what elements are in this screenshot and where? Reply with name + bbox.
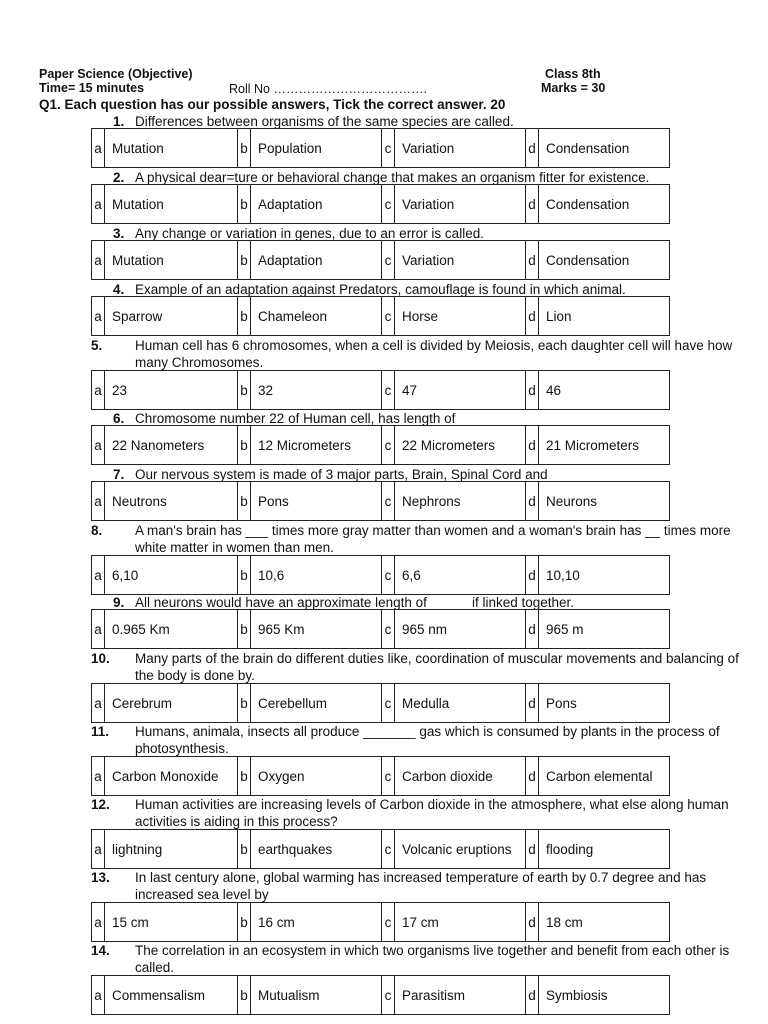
question-stem [91, 796, 745, 830]
question-number: 9. [113, 595, 125, 610]
option-d[interactable] [525, 976, 669, 1014]
option-letter: d [526, 903, 539, 941]
option-d[interactable] [525, 830, 669, 868]
option-a[interactable] [92, 976, 237, 1014]
option-text: 10,6 [257, 567, 285, 583]
question-number: 8. [91, 523, 103, 538]
option-text: Oxygen [257, 768, 305, 784]
question-stem [91, 723, 745, 757]
question-text: In last century alone, global warming has increased temperature of earth by 0.7 degree and has increased sea level by [135, 870, 707, 902]
option-a[interactable] [92, 556, 237, 594]
time-label: Time= 15 minutes [39, 81, 145, 95]
option-b[interactable] [237, 976, 381, 1014]
question-number: 6. [113, 411, 125, 426]
question-number: 2. [113, 170, 125, 185]
option-a[interactable] [92, 903, 237, 941]
option-b[interactable] [237, 610, 381, 648]
option-c[interactable] [381, 684, 525, 722]
option-text: Carbon dioxide [401, 768, 493, 784]
option-text: earthquakes [257, 841, 333, 857]
class-label: Class 8th [545, 67, 601, 81]
option-letter: b [238, 684, 251, 722]
option-a[interactable] [92, 185, 237, 223]
option-c[interactable] [381, 610, 525, 648]
option-text: Adaptation [257, 196, 323, 212]
option-letter: a [92, 297, 105, 335]
options-row [91, 184, 670, 224]
question-stem [91, 522, 745, 556]
option-d[interactable] [525, 610, 669, 648]
option-c[interactable] [381, 976, 525, 1014]
option-c[interactable] [381, 757, 525, 795]
option-c[interactable] [381, 297, 525, 335]
option-a[interactable] [92, 830, 237, 868]
question-stem [91, 337, 745, 371]
option-letter: b [238, 185, 251, 223]
option-c[interactable] [381, 482, 525, 520]
question-number: 10. [91, 651, 110, 666]
option-text: 965 nm [401, 621, 448, 637]
option-a[interactable] [92, 426, 237, 464]
question-number: 13. [91, 870, 110, 885]
option-text: 22 Nanometers [112, 437, 205, 453]
option-letter: b [238, 129, 251, 167]
option-text: 22 Micrometers [401, 437, 496, 453]
options-row [91, 425, 670, 465]
option-text: Cerebellum [257, 695, 328, 711]
question-number: 3. [113, 226, 125, 241]
option-b[interactable] [237, 185, 381, 223]
option-letter: c [382, 684, 395, 722]
option-text: Condensation [545, 140, 630, 156]
instruction-heading: Q1. Each question has our possible answers, Tick the correct answer. 20 [39, 97, 506, 112]
option-text: Neutrons [112, 493, 167, 509]
option-text: Symbiosis [545, 987, 608, 1003]
options-row [91, 296, 670, 336]
options-row [91, 609, 670, 649]
option-text: Cerebrum [112, 695, 173, 711]
option-text: 46 [545, 382, 562, 398]
option-letter: a [92, 482, 105, 520]
option-letter: b [238, 556, 251, 594]
option-letter: a [92, 684, 105, 722]
option-text: 10,10 [545, 567, 580, 583]
question-text: Differences between organisms of the same species are called. [135, 114, 514, 129]
option-letter: d [526, 185, 539, 223]
question-text: A man's brain has ___ times more gray matter than women and a woman's brain has __ times more white matter in women than men. [135, 523, 731, 555]
paper-title: Paper Science (Objective) [39, 67, 193, 81]
question-stem [91, 942, 745, 976]
option-text: Commensalism [112, 987, 206, 1003]
question-text: A physical dear=ture or behavioral change that makes an organism fitter for existence. [135, 170, 650, 185]
option-d[interactable] [525, 482, 669, 520]
option-c[interactable] [381, 129, 525, 167]
option-text: Medulla [401, 695, 450, 711]
question-text: Human activities are increasing levels of Carbon dioxide in the atmosphere, what else along human activities is aiding in this process? [135, 797, 729, 829]
option-letter: b [238, 297, 251, 335]
option-text: 23 [112, 382, 128, 398]
question-text: Chromosome number 22 of Human cell, has length of [135, 411, 456, 426]
option-text: 6,10 [112, 567, 139, 583]
option-b[interactable] [237, 903, 381, 941]
question-number: 12. [91, 797, 110, 812]
option-text: Mutation [112, 196, 164, 212]
option-c[interactable] [381, 371, 525, 409]
option-d[interactable] [525, 371, 669, 409]
option-d[interactable] [525, 297, 669, 335]
option-text: Condensation [545, 252, 630, 268]
option-text: 965 Km [257, 621, 305, 637]
option-letter: a [92, 830, 105, 868]
option-letter: c [382, 610, 395, 648]
option-letter: b [238, 241, 251, 279]
option-text: Parasitism [401, 987, 465, 1003]
option-letter: d [526, 556, 539, 594]
question-text: Our nervous system is made of 3 major parts, Brain, Spinal Cord and [135, 467, 548, 482]
options-row [91, 829, 670, 869]
option-letter: a [92, 556, 105, 594]
option-letter: d [526, 426, 539, 464]
option-d[interactable] [525, 556, 669, 594]
question-stem [91, 650, 745, 684]
option-text: 17 cm [401, 914, 439, 930]
option-b[interactable] [237, 556, 381, 594]
option-text: 16 cm [257, 914, 295, 930]
option-letter: a [92, 185, 105, 223]
option-d[interactable] [525, 185, 669, 223]
option-letter: a [92, 903, 105, 941]
option-text: Carbon elemental [545, 768, 653, 784]
option-text: Volcanic eruptions [401, 841, 512, 857]
options-row [91, 683, 670, 723]
option-a[interactable] [92, 482, 237, 520]
option-letter: c [382, 297, 395, 335]
option-b[interactable] [237, 684, 381, 722]
roll-no-field: Roll No ………………………………. [229, 82, 427, 96]
option-letter: b [238, 830, 251, 868]
options-row [91, 240, 670, 280]
option-letter: c [382, 185, 395, 223]
option-letter: d [526, 482, 539, 520]
option-c[interactable] [381, 426, 525, 464]
option-b[interactable] [237, 371, 381, 409]
option-letter: b [238, 903, 251, 941]
option-letter: a [92, 757, 105, 795]
options-row [91, 370, 670, 410]
option-text: Lion [545, 308, 572, 324]
options-row [91, 128, 670, 168]
option-text: Horse [401, 308, 438, 324]
option-text: 12 Micrometers [257, 437, 352, 453]
option-d[interactable] [525, 903, 669, 941]
option-letter: d [526, 684, 539, 722]
option-text: 15 cm [112, 914, 149, 930]
option-letter: a [92, 976, 105, 1014]
question-text: Many parts of the brain do different duties like, coordination of muscular movements and balancing of the body is done by. [135, 651, 739, 683]
options-row [91, 756, 670, 796]
option-a[interactable] [92, 297, 237, 335]
option-text: 0.965 Km [112, 621, 170, 637]
option-letter: d [526, 610, 539, 648]
option-letter: c [382, 976, 395, 1014]
option-d[interactable] [525, 241, 669, 279]
option-a[interactable] [92, 371, 237, 409]
option-text: Mutation [112, 140, 164, 156]
option-letter: c [382, 371, 395, 409]
option-letter: a [92, 129, 105, 167]
option-b[interactable] [237, 297, 381, 335]
option-text: Chameleon [257, 308, 328, 324]
option-letter: c [382, 129, 395, 167]
option-a[interactable] [92, 757, 237, 795]
option-letter: a [92, 371, 105, 409]
option-letter: c [382, 556, 395, 594]
option-letter: b [238, 976, 251, 1014]
option-c[interactable] [381, 830, 525, 868]
question-number: 1. [113, 114, 125, 129]
option-b[interactable] [237, 241, 381, 279]
option-text: Condensation [545, 196, 630, 212]
option-d[interactable] [525, 757, 669, 795]
option-letter: c [382, 241, 395, 279]
option-c[interactable] [381, 903, 525, 941]
option-text: Carbon Monoxide [112, 768, 219, 784]
option-text: Pons [257, 493, 289, 509]
option-text: flooding [545, 841, 594, 857]
question-number: 4. [113, 282, 125, 297]
question-text: All neurons would have an approximate length of _____ if linked together. [135, 595, 575, 610]
option-text: 21 Micrometers [545, 437, 640, 453]
option-letter: d [526, 241, 539, 279]
option-letter: a [92, 241, 105, 279]
option-text: Variation [401, 196, 455, 212]
question-number: 11. [91, 724, 110, 739]
option-letter: c [382, 426, 395, 464]
option-b[interactable] [237, 757, 381, 795]
option-text: Sparrow [112, 308, 163, 324]
option-letter: b [238, 757, 251, 795]
option-a[interactable] [92, 684, 237, 722]
option-text: Pons [545, 695, 577, 711]
option-letter: c [382, 757, 395, 795]
question-text: Any change or variation in genes, due to an error is called. [135, 226, 484, 241]
option-b[interactable] [237, 426, 381, 464]
option-letter: b [238, 371, 251, 409]
option-letter: d [526, 757, 539, 795]
marks-label: Marks = 30 [541, 81, 606, 95]
option-text: Mutualism [257, 987, 320, 1003]
question-number: 5. [91, 338, 103, 353]
options-row [91, 975, 670, 1015]
question-text: The correlation in an ecosystem in which two organisms live together and benefit from each other is called. [135, 943, 730, 975]
option-text: 6,6 [401, 567, 421, 583]
option-letter: c [382, 830, 395, 868]
option-text: Population [257, 140, 322, 156]
option-text: 32 [257, 382, 274, 398]
option-b[interactable] [237, 482, 381, 520]
option-text: 18 cm [545, 914, 583, 930]
options-row [91, 555, 670, 595]
options-row [91, 902, 670, 942]
question-text: Human cell has 6 chromosomes, when a cell is divided by Meiosis, each daughter cell will have how many Chromosomes. [135, 338, 733, 370]
option-text: 47 [401, 382, 418, 398]
option-text: Nephrons [401, 493, 461, 509]
option-letter: d [526, 297, 539, 335]
question-number: 14. [91, 943, 110, 958]
question-stem [91, 869, 745, 903]
option-letter: a [92, 426, 105, 464]
option-text: Variation [401, 140, 455, 156]
option-letter: b [238, 426, 251, 464]
option-letter: a [92, 610, 105, 648]
option-text: Variation [401, 252, 455, 268]
option-b[interactable] [237, 830, 381, 868]
option-a[interactable] [92, 129, 237, 167]
question-number: 7. [113, 467, 125, 482]
option-letter: d [526, 129, 539, 167]
option-c[interactable] [381, 556, 525, 594]
option-letter: d [526, 371, 539, 409]
option-text: lightning [112, 841, 163, 857]
option-letter: b [238, 482, 251, 520]
option-b[interactable] [237, 129, 381, 167]
question-text: Humans, animala, insects all produce _______ gas which is consumed by plants in the process of photosynthesis. [135, 724, 720, 756]
option-c[interactable] [381, 241, 525, 279]
option-letter: b [238, 610, 251, 648]
option-letter: d [526, 976, 539, 1014]
option-letter: c [382, 903, 395, 941]
option-c[interactable] [381, 185, 525, 223]
option-text: 965 m [545, 621, 584, 637]
option-a[interactable] [92, 241, 237, 279]
options-row [91, 481, 670, 521]
question-text: Example of an adaptation against Predators, camouflage is found in which animal. [135, 282, 626, 297]
option-letter: d [526, 830, 539, 868]
option-letter: c [382, 482, 395, 520]
option-a[interactable] [92, 610, 237, 648]
option-d[interactable] [525, 684, 669, 722]
option-d[interactable] [525, 129, 669, 167]
option-text: Mutation [112, 252, 164, 268]
option-d[interactable] [525, 426, 669, 464]
option-text: Neurons [545, 493, 598, 509]
option-text: Adaptation [257, 252, 323, 268]
